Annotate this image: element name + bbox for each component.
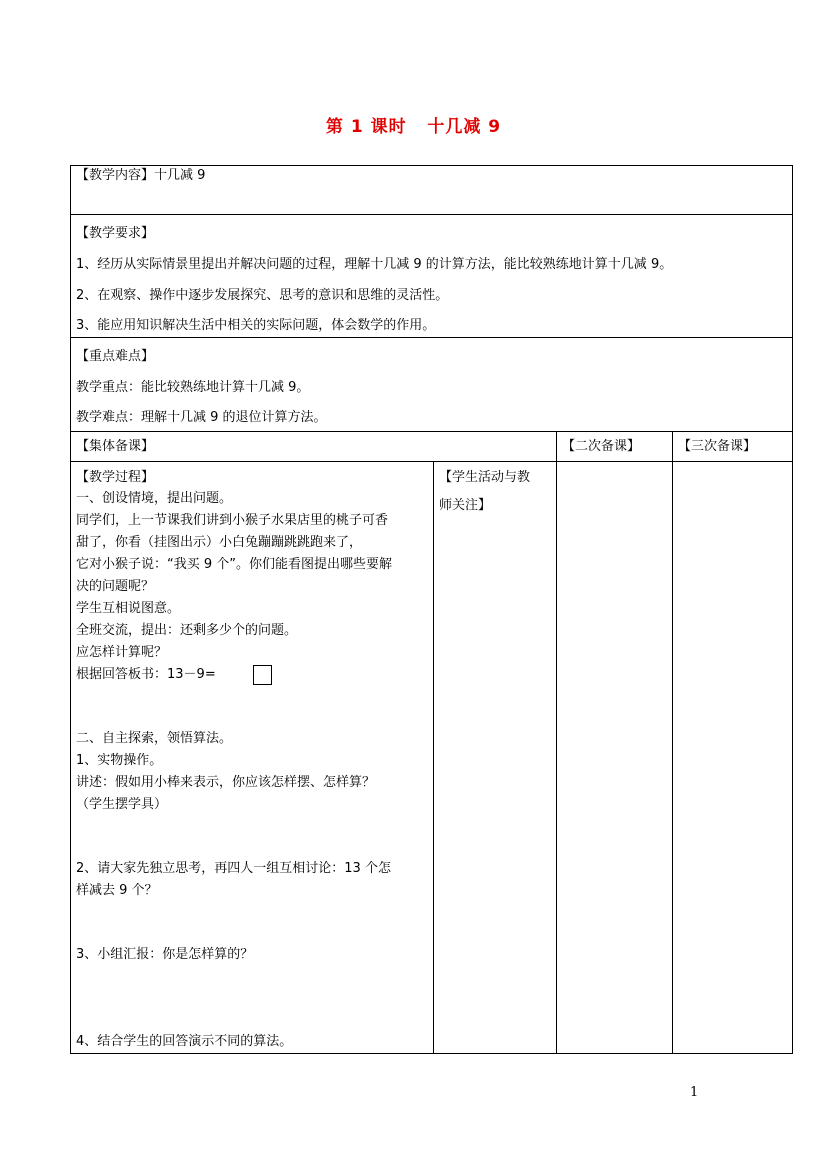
process-line: 全班交流，提出：还剩多少个的问题。 bbox=[76, 623, 298, 638]
requirements-heading: 【教学要求】 bbox=[76, 226, 155, 241]
table-border-bottom bbox=[70, 1053, 793, 1054]
process-line: 决的问题呢？ bbox=[76, 579, 155, 594]
column-divider bbox=[556, 431, 557, 1054]
key-point-difficulty: 教学难点：理解十几减 9 的退位计算方法。 bbox=[76, 410, 327, 425]
row-divider bbox=[70, 214, 793, 215]
collective-prep-header: 【集体备课】 bbox=[76, 439, 155, 454]
requirement-item: 1、经历从实际情景里提出并解决问题的过程，理解十几减 9 的计算方法，能比较熟练地计算十几减 9。 bbox=[76, 257, 673, 272]
student-activity-heading-cont: 师关注】 bbox=[439, 498, 492, 513]
requirement-item: 2、在观察、操作中逐步发展探究、思考的意识和思维的灵活性。 bbox=[76, 288, 449, 303]
process-line: 应怎样计算呢？ bbox=[76, 645, 168, 660]
process-item-desc: （学生摆学具） bbox=[76, 797, 168, 812]
student-activity-heading: 【学生活动与教 bbox=[439, 470, 531, 485]
column-divider bbox=[672, 431, 673, 1054]
row-divider bbox=[70, 461, 793, 462]
process-item-desc: 讲述：假如用小棒来表示，你应该怎样摆、怎样算？ bbox=[76, 775, 376, 790]
row-divider bbox=[70, 337, 793, 338]
process-line: 它对小猴子说：“我买 9 个”。你们能看图提出哪些要解 bbox=[76, 557, 393, 572]
column-divider bbox=[433, 461, 434, 1054]
process-item: 3、小组汇报：你是怎样算的？ bbox=[76, 947, 254, 962]
process-item: 2、请大家先独立思考，再四人一组互相讨论：13 个怎 bbox=[76, 861, 391, 876]
teaching-content-label: 【教学内容】 bbox=[76, 168, 155, 183]
key-point-focus: 教学重点：能比较熟练地计算十几减 9。 bbox=[76, 380, 310, 395]
process-item: 样减去 9 个？ bbox=[76, 883, 158, 898]
page-number: 1 bbox=[690, 1085, 699, 1100]
process-line: 根据回答板书：13－9= bbox=[76, 667, 216, 682]
row-divider bbox=[70, 431, 793, 432]
teaching-content bbox=[76, 164, 205, 187]
process-line: 学生互相说图意。 bbox=[76, 601, 181, 616]
process-line: 一、创设情境，提出问题。 bbox=[76, 491, 233, 506]
answer-box bbox=[253, 665, 272, 685]
process-heading: 【教学过程】 bbox=[76, 470, 155, 485]
table-border-right bbox=[792, 165, 793, 1054]
teaching-content-value: 十几减 9 bbox=[154, 168, 206, 183]
page-title: 第 1 课时 十几减 9 bbox=[325, 117, 502, 137]
process-line: 甜了，你看（挂图出示）小白兔蹦蹦跳跳跑来了， bbox=[76, 535, 363, 550]
section-heading: 二、自主探索，领悟算法。 bbox=[76, 731, 233, 746]
requirement-item: 3、能应用知识解决生活中相关的实际问题，体会数学的作用。 bbox=[76, 318, 436, 333]
process-line: 同学们，上一节课我们讲到小猴子水果店里的桃子可香 bbox=[76, 513, 389, 528]
table-border-left bbox=[70, 165, 71, 1054]
third-prep-header: 【三次备课】 bbox=[678, 439, 757, 454]
process-item: 4、结合学生的回答演示不同的算法。 bbox=[76, 1034, 293, 1049]
process-item: 1、实物操作。 bbox=[76, 753, 163, 768]
second-prep-header: 【二次备课】 bbox=[562, 439, 641, 454]
key-points-heading: 【重点难点】 bbox=[76, 349, 155, 364]
